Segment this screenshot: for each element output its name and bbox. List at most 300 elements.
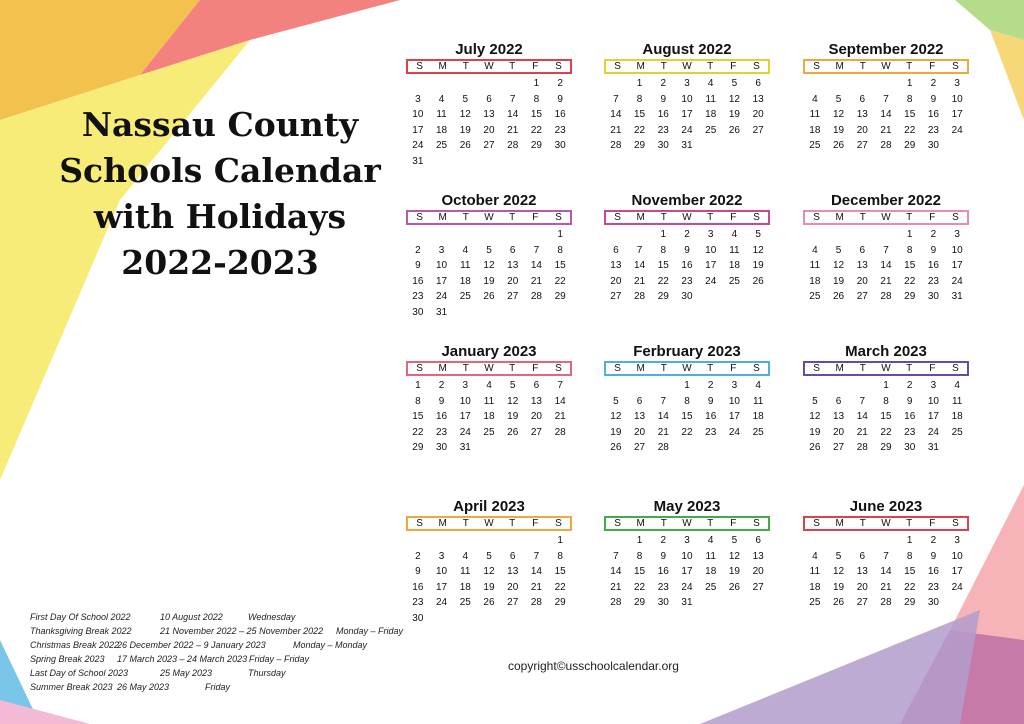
day-cell: 30 — [412, 612, 424, 624]
weekday-label: S — [753, 61, 760, 72]
day-cell: 19 — [833, 581, 845, 593]
weekday-label: S — [555, 518, 562, 529]
day-cell: 12 — [728, 93, 740, 105]
day-grid — [604, 227, 770, 305]
day-cell: 23 — [927, 581, 939, 593]
day-cell: 31 — [459, 442, 471, 454]
day-cell: 29 — [634, 140, 646, 152]
day-cell: 21 — [554, 411, 566, 423]
weekday-label: S — [813, 212, 820, 223]
day-cell: 13 — [530, 395, 542, 407]
day-cell: 23 — [554, 124, 566, 136]
weekday-header — [803, 210, 969, 225]
empty-day-cell — [501, 533, 525, 549]
day-cell: 1 — [533, 78, 540, 89]
weekday-label: S — [753, 212, 760, 223]
weekday-label: M — [636, 212, 645, 223]
day-cell: 13 — [856, 566, 868, 578]
weekday-label: T — [509, 61, 516, 72]
holiday-day: Friday – Friday — [249, 654, 310, 664]
empty-day-cell — [604, 378, 628, 394]
title-line: Schools Calendar — [59, 151, 381, 190]
copyright-text: copyright©usschoolcalendar.org — [508, 659, 679, 673]
day-cell: 21 — [856, 426, 868, 438]
day-cell: 15 — [904, 109, 916, 121]
day-cell: 18 — [809, 124, 821, 136]
day-cell: 13 — [856, 109, 868, 121]
day-cell: 26 — [728, 124, 740, 136]
day-cell: 25 — [436, 140, 448, 152]
holiday-event: Last Day of School 2023 — [30, 668, 129, 678]
day-cell: 28 — [554, 426, 566, 438]
weekday-label: S — [416, 61, 423, 72]
weekday-label: S — [813, 61, 820, 72]
empty-day-cell — [477, 76, 501, 92]
day-cell: 9 — [684, 244, 690, 256]
day-cell: 20 — [610, 275, 622, 287]
day-cell: 16 — [412, 581, 424, 593]
day-cell: 24 — [412, 140, 424, 152]
day-cell: 18 — [705, 109, 717, 121]
day-cell: 13 — [752, 93, 764, 105]
day-cell: 6 — [486, 93, 492, 105]
day-cell: 23 — [412, 597, 424, 609]
day-cell: 5 — [835, 244, 842, 256]
month-calendar — [803, 192, 969, 305]
day-cell: 23 — [927, 275, 939, 287]
month-title: September 2022 — [828, 41, 944, 58]
month-title: May 2023 — [653, 498, 721, 515]
weekday-label: W — [881, 212, 891, 223]
empty-day-cell — [477, 227, 501, 243]
day-grid — [406, 227, 572, 321]
day-cell: 16 — [412, 275, 424, 287]
month-title: July 2022 — [455, 41, 523, 58]
holiday-date: 17 March 2023 – 24 March 2023 — [117, 654, 248, 664]
day-cell: 4 — [812, 244, 818, 256]
day-cell: 18 — [705, 566, 717, 578]
day-cell: 1 — [636, 535, 643, 546]
day-cell: 17 — [459, 411, 471, 423]
day-cell: 22 — [634, 124, 646, 136]
day-cell: 16 — [927, 260, 939, 272]
day-cell: 21 — [880, 581, 892, 593]
day-cell: 17 — [705, 260, 717, 272]
day-cell: 29 — [904, 140, 916, 152]
month-title: March 2023 — [845, 343, 927, 360]
empty-day-cell — [850, 227, 874, 243]
day-cell: 6 — [636, 395, 643, 407]
day-cell: 11 — [951, 395, 963, 407]
day-cell: 24 — [705, 275, 717, 287]
day-cell: 17 — [412, 124, 424, 136]
day-cell: 28 — [610, 140, 622, 152]
day-cell: 25 — [809, 597, 821, 609]
day-cell: 9 — [415, 260, 421, 272]
day-cell: 19 — [507, 411, 519, 423]
weekday-label: T — [660, 61, 667, 72]
day-cell: 14 — [530, 260, 542, 272]
day-cell: 9 — [930, 93, 937, 105]
day-cell: 31 — [927, 442, 939, 454]
day-cell: 14 — [610, 566, 622, 578]
day-cell: 6 — [859, 93, 866, 105]
day-cell: 4 — [462, 244, 469, 256]
month-calendar — [604, 41, 770, 154]
day-cell: 12 — [483, 260, 495, 272]
day-cell: 29 — [554, 597, 566, 609]
day-cell: 28 — [880, 291, 892, 303]
day-cell: 25 — [809, 291, 821, 303]
empty-day-cell — [604, 76, 628, 92]
day-cell: 7 — [613, 93, 619, 105]
day-cell: 18 — [459, 581, 471, 593]
day-cell: 12 — [459, 109, 471, 121]
day-cell: 14 — [530, 566, 542, 578]
day-cell: 11 — [729, 244, 740, 256]
day-cell: 5 — [835, 550, 842, 562]
day-cell: 5 — [509, 380, 516, 391]
day-cell: 14 — [880, 566, 892, 578]
empty-day-cell — [827, 533, 851, 549]
day-cell: 6 — [859, 550, 866, 562]
day-cell: 15 — [634, 109, 646, 121]
day-cell: 17 — [436, 581, 448, 593]
day-cell: 7 — [883, 550, 889, 562]
day-cell: 20 — [752, 566, 764, 578]
weekday-header — [406, 59, 572, 74]
empty-day-cell — [803, 76, 827, 92]
day-cell: 6 — [509, 550, 516, 562]
day-cell: 16 — [657, 109, 669, 121]
weekday-label: W — [881, 518, 891, 529]
day-cell: 21 — [530, 275, 542, 287]
day-cell: 2 — [415, 550, 421, 562]
day-cell: 8 — [906, 244, 913, 256]
day-cell: 18 — [752, 411, 764, 423]
day-cell: 25 — [809, 140, 821, 152]
day-cell: 30 — [412, 306, 424, 318]
day-cell: 16 — [904, 411, 916, 423]
day-cell: 7 — [509, 93, 516, 105]
day-cell: 29 — [904, 597, 916, 609]
day-cell: 27 — [610, 291, 622, 303]
day-cell: 19 — [728, 109, 740, 121]
holiday-date: 26 December 2022 – 9 January 2023 — [117, 640, 266, 650]
day-cell: 12 — [833, 566, 845, 578]
day-grid — [406, 533, 572, 627]
weekday-header — [803, 59, 969, 74]
day-cell: 10 — [705, 244, 717, 256]
empty-day-cell — [406, 76, 430, 92]
empty-day-cell — [430, 76, 454, 92]
empty-day-cell — [430, 227, 454, 243]
day-cell: 24 — [436, 597, 448, 609]
holiday-day: Wednesday — [248, 612, 296, 622]
weekday-label: T — [462, 363, 469, 374]
day-cell: 1 — [883, 380, 889, 391]
day-cell: 23 — [657, 124, 669, 136]
day-cell: 20 — [856, 124, 868, 136]
day-cell: 10 — [436, 260, 448, 272]
month-calendar — [406, 343, 572, 456]
day-cell: 15 — [904, 566, 916, 578]
day-cell: 26 — [833, 140, 845, 152]
month-title: November 2022 — [631, 192, 743, 209]
weekday-label: T — [707, 61, 714, 72]
empty-day-cell — [803, 227, 827, 243]
day-cell: 7 — [613, 550, 619, 562]
day-cell: 24 — [728, 426, 740, 438]
holiday-event: Thanksgiving Break 2022 — [30, 626, 132, 636]
holiday-day: Friday — [205, 682, 231, 692]
day-cell: 31 — [951, 291, 963, 303]
month-title: August 2022 — [642, 41, 732, 58]
weekday-label: W — [484, 212, 494, 223]
day-cell: 12 — [507, 395, 519, 407]
empty-day-cell — [628, 227, 652, 243]
day-cell: 2 — [906, 380, 913, 391]
day-cell: 20 — [752, 109, 764, 121]
day-cell: 3 — [462, 380, 469, 391]
day-cell: 2 — [438, 380, 445, 391]
purple-shape — [700, 610, 980, 724]
day-cell: 13 — [856, 260, 868, 272]
empty-day-cell — [827, 76, 851, 92]
day-cell: 5 — [486, 550, 492, 562]
day-cell: 18 — [483, 411, 495, 423]
weekday-label: T — [859, 363, 866, 374]
day-cell: 24 — [681, 581, 693, 593]
day-cell: 27 — [752, 124, 764, 136]
day-cell: 17 — [951, 109, 963, 121]
holiday-day: Monday – Monday — [293, 640, 368, 650]
day-cell: 10 — [951, 93, 963, 105]
day-cell: 31 — [412, 155, 424, 167]
holiday-date: 10 August 2022 — [160, 612, 223, 622]
day-cell: 21 — [610, 581, 622, 593]
day-cell: 13 — [507, 260, 519, 272]
day-cell: 26 — [809, 442, 821, 454]
day-cell: 18 — [436, 124, 448, 136]
day-cell: 29 — [530, 140, 542, 152]
empty-day-cell — [850, 378, 874, 394]
empty-day-cell — [803, 533, 827, 549]
day-cell: 26 — [483, 597, 495, 609]
day-cell: 3 — [954, 78, 960, 89]
day-cell: 9 — [660, 93, 667, 105]
day-cell: 25 — [459, 291, 471, 303]
weekday-label: T — [462, 518, 469, 529]
weekday-label: M — [835, 61, 844, 72]
day-cell: 8 — [906, 93, 913, 105]
holiday-date: 25 May 2023 — [160, 668, 213, 678]
day-cell: 6 — [755, 535, 761, 546]
day-cell: 9 — [930, 550, 937, 562]
empty-day-cell — [525, 227, 549, 243]
weekday-label: W — [484, 61, 494, 72]
day-cell: 21 — [530, 581, 542, 593]
day-cell: 2 — [557, 78, 563, 89]
weekday-label: T — [509, 363, 516, 374]
day-cell: 10 — [728, 395, 740, 407]
day-cell: 19 — [833, 275, 845, 287]
day-cell: 5 — [462, 93, 469, 105]
weekday-label: T — [906, 61, 913, 72]
day-cell: 14 — [610, 109, 622, 121]
weekday-label: M — [636, 61, 645, 72]
day-cell: 15 — [554, 566, 566, 578]
day-cell: 11 — [705, 550, 716, 562]
day-cell: 19 — [728, 566, 740, 578]
day-grid — [604, 76, 770, 154]
day-cell: 14 — [657, 411, 669, 423]
day-cell: 19 — [483, 581, 495, 593]
day-cell: 4 — [707, 535, 714, 546]
month-calendar — [604, 498, 770, 611]
weekday-label: W — [881, 61, 891, 72]
day-cell: 26 — [833, 291, 845, 303]
day-grid — [803, 76, 969, 154]
weekday-label: W — [682, 61, 692, 72]
day-cell: 29 — [657, 291, 669, 303]
day-grid — [406, 378, 572, 456]
day-cell: 26 — [483, 291, 495, 303]
day-cell: 28 — [610, 597, 622, 609]
empty-day-cell — [874, 533, 898, 549]
day-cell: 1 — [557, 535, 563, 546]
empty-day-cell — [850, 76, 874, 92]
day-cell: 24 — [951, 581, 963, 593]
day-cell: 7 — [883, 93, 889, 105]
empty-day-cell — [453, 227, 477, 243]
day-cell: 22 — [681, 426, 693, 438]
day-cell: 29 — [904, 291, 916, 303]
day-cell: 1 — [906, 229, 913, 240]
day-cell: 15 — [634, 566, 646, 578]
day-cell: 14 — [880, 260, 892, 272]
day-cell: 19 — [833, 124, 845, 136]
day-cell: 20 — [530, 411, 542, 423]
month-title: Ferbruary 2023 — [633, 343, 741, 360]
weekday-label: F — [730, 212, 737, 223]
day-cell: 31 — [436, 306, 448, 318]
day-cell: 7 — [636, 244, 643, 256]
weekday-label: W — [484, 518, 494, 529]
day-cell: 11 — [752, 395, 764, 407]
day-cell: 14 — [856, 411, 868, 423]
weekday-label: S — [416, 212, 423, 223]
day-cell: 12 — [809, 411, 821, 423]
weekday-label: T — [660, 363, 667, 374]
empty-day-cell — [827, 227, 851, 243]
weekday-label: S — [952, 518, 959, 529]
weekday-label: T — [859, 212, 866, 223]
day-cell: 26 — [833, 597, 845, 609]
day-cell: 9 — [930, 244, 937, 256]
day-cell: 23 — [904, 426, 916, 438]
day-cell: 28 — [507, 140, 519, 152]
day-cell: 24 — [681, 124, 693, 136]
weekday-label: T — [707, 518, 714, 529]
day-cell: 21 — [634, 275, 646, 287]
day-cell: 4 — [812, 550, 818, 562]
day-cell: 2 — [660, 78, 667, 89]
day-cell: 22 — [554, 275, 566, 287]
day-cell: 8 — [533, 93, 540, 105]
day-cell: 23 — [705, 426, 717, 438]
day-cell: 1 — [906, 535, 913, 546]
day-cell: 22 — [904, 275, 916, 287]
day-cell: 20 — [634, 426, 646, 438]
day-cell: 30 — [554, 140, 566, 152]
weekday-label: S — [952, 363, 959, 374]
day-cell: 11 — [460, 260, 471, 272]
weekday-header — [604, 59, 770, 74]
day-cell: 3 — [438, 244, 445, 256]
weekday-label: F — [532, 212, 539, 223]
day-cell: 12 — [833, 260, 845, 272]
month-title: April 2023 — [453, 498, 525, 515]
day-cell: 13 — [483, 109, 495, 121]
day-cell: 27 — [507, 291, 519, 303]
weekday-label: S — [555, 61, 562, 72]
day-cell: 9 — [438, 395, 445, 407]
day-cell: 17 — [951, 566, 963, 578]
day-cell: 3 — [954, 535, 960, 546]
day-grid — [406, 76, 572, 170]
day-cell: 10 — [681, 550, 693, 562]
weekday-label: M — [636, 363, 645, 374]
day-cell: 10 — [681, 93, 693, 105]
weekday-label: T — [462, 212, 469, 223]
day-cell: 7 — [883, 244, 889, 256]
day-cell: 11 — [705, 93, 716, 105]
day-cell: 26 — [752, 275, 764, 287]
weekday-label: T — [660, 518, 667, 529]
day-cell: 17 — [681, 109, 693, 121]
day-cell: 8 — [883, 395, 889, 407]
holiday-date: 21 November 2022 – 25 November 2022 — [160, 626, 324, 636]
weekday-label: S — [555, 363, 562, 374]
day-cell: 25 — [459, 597, 471, 609]
day-cell: 5 — [731, 78, 738, 89]
month-calendar — [406, 498, 572, 627]
day-cell: 24 — [459, 426, 471, 438]
day-cell: 8 — [557, 550, 563, 562]
day-cell: 8 — [557, 244, 563, 256]
weekday-label: S — [416, 363, 423, 374]
day-cell: 19 — [483, 275, 495, 287]
day-cell: 28 — [880, 140, 892, 152]
title-line: with Holidays — [93, 197, 347, 236]
day-cell: 26 — [459, 140, 471, 152]
weekday-label: S — [813, 518, 820, 529]
day-cell: 20 — [856, 275, 868, 287]
empty-day-cell — [874, 227, 898, 243]
day-cell: 4 — [438, 93, 445, 105]
day-cell: 25 — [728, 275, 740, 287]
day-cell: 16 — [705, 411, 717, 423]
day-cell: 18 — [459, 275, 471, 287]
day-cell: 28 — [657, 442, 669, 454]
day-cell: 27 — [530, 426, 542, 438]
day-cell: 22 — [554, 581, 566, 593]
day-cell: 17 — [951, 260, 963, 272]
day-cell: 2 — [660, 535, 667, 546]
weekday-label: M — [636, 518, 645, 529]
day-cell: 5 — [613, 395, 619, 407]
